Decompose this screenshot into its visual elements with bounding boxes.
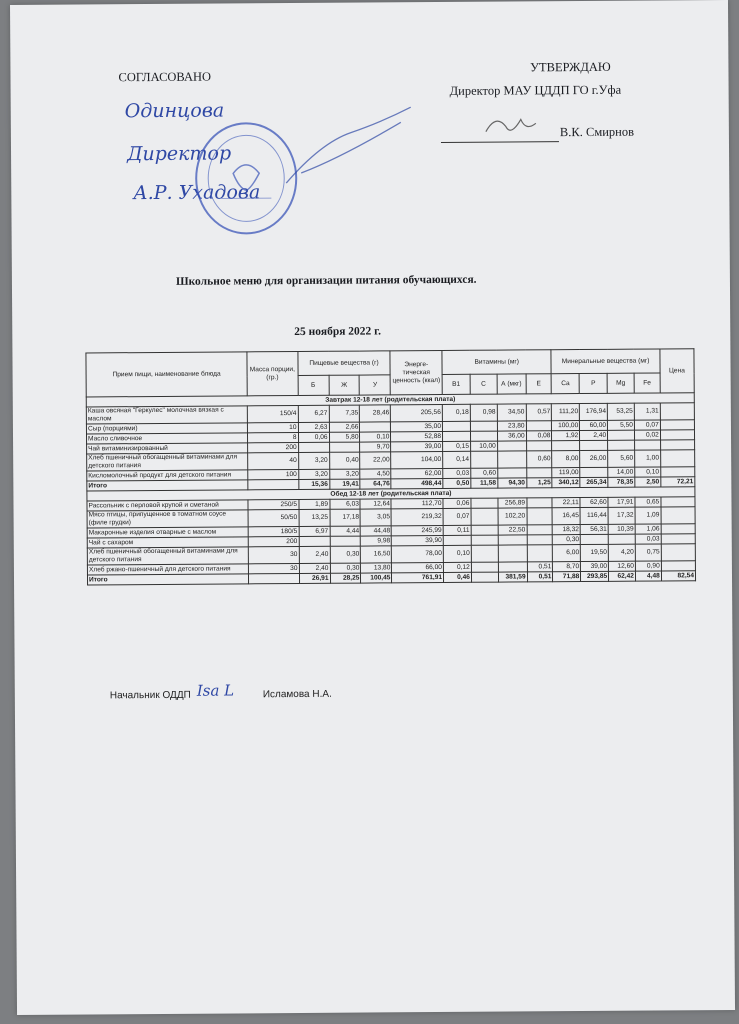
table-cell: 2,63	[298, 422, 329, 432]
table-cell: 4,44	[330, 526, 361, 536]
total-cell: 340,12	[552, 478, 580, 488]
table-cell: 9,70	[360, 442, 391, 452]
section-title: Обед 12-18 лет (родительская плата)	[87, 487, 695, 501]
total-cell: 4,48	[635, 571, 661, 581]
total-label: Итого	[87, 480, 248, 491]
header-vitamins: Витамины (мг)	[442, 350, 552, 375]
table-cell: 50/50	[248, 509, 299, 526]
table-cell: 0,06	[298, 432, 329, 442]
table-cell	[527, 535, 553, 545]
dish-name: Хлеб пшеничный обогащенный витаминами для детского питания	[87, 453, 248, 471]
table-cell: 1,92	[552, 431, 580, 441]
table-cell	[527, 508, 553, 525]
table-cell: 0,06	[443, 498, 471, 508]
table-cell	[661, 534, 695, 544]
table-cell: 2,40	[580, 430, 608, 440]
approve-heading: УТВЕРЖДАЮ	[530, 59, 611, 75]
director-signature-line	[441, 141, 559, 143]
agreed-signature-line-3: А.Р. Ухадова	[133, 181, 261, 205]
total-cell: 94,30	[498, 478, 527, 488]
total-cell: 15,36	[298, 479, 329, 489]
table-cell	[360, 422, 391, 432]
total-cell: 11,58	[471, 478, 498, 488]
table-cell	[660, 450, 694, 467]
table-cell: 62,00	[391, 468, 443, 478]
table-cell	[580, 467, 608, 477]
table-cell: 17,18	[330, 509, 361, 526]
table-cell: 34,50	[497, 404, 526, 421]
table-cell: 119,00	[552, 468, 580, 478]
table-cell	[497, 468, 526, 478]
table-cell: 205,56	[391, 404, 443, 421]
table-cell: 8	[247, 432, 298, 442]
table-cell: 36,00	[497, 431, 526, 441]
header-sub: Е	[526, 374, 552, 394]
table-cell	[661, 561, 695, 571]
director-title: Директор МАУ ЦДДП ГО г.Уфа	[449, 82, 622, 98]
table-cell	[299, 536, 330, 546]
table-cell: 180/5	[248, 526, 299, 536]
table-cell: 0,98	[470, 404, 497, 421]
table-cell: 18,32	[553, 525, 581, 535]
total-cell: 62,42	[609, 571, 636, 581]
table-cell: 100	[248, 469, 299, 479]
total-cell: 2,50	[635, 477, 661, 487]
table-cell: 56,31	[580, 524, 608, 534]
table-cell: 0,60	[526, 451, 552, 468]
table-cell: 5,50	[608, 420, 635, 430]
table-cell: 3,20	[329, 469, 360, 479]
table-cell	[470, 421, 497, 431]
table-cell: 35,00	[391, 421, 443, 431]
total-cell	[471, 572, 498, 582]
document-title: Школьное меню для организации питания обучающихся.	[175, 273, 477, 288]
table-cell: 39,90	[392, 535, 444, 545]
header-sub: P	[579, 373, 607, 393]
table-cell	[442, 421, 470, 431]
table-cell: 0,07	[443, 508, 471, 525]
table-cell	[660, 430, 694, 440]
total-cell: 293,85	[581, 571, 609, 581]
total-cell: 19,41	[329, 479, 360, 489]
table-cell: 17,32	[608, 507, 635, 524]
total-cell: 761,91	[392, 572, 444, 582]
table-cell: 17,91	[608, 497, 635, 507]
table-cell	[661, 467, 695, 477]
total-cell: 26,91	[299, 573, 330, 583]
menu-table	[85, 348, 696, 585]
table-cell	[608, 430, 635, 440]
table-cell: 1,09	[635, 507, 661, 524]
table-cell: 10,39	[608, 524, 635, 534]
table-cell: 12,60	[609, 561, 636, 571]
header-sub: Ж	[329, 375, 360, 395]
table-cell: 0,65	[635, 497, 661, 507]
director-name: В.К. Смирнов	[559, 124, 635, 140]
table-cell: 9,98	[361, 536, 392, 546]
dish-name: Сыр (порциями)	[86, 423, 247, 434]
table-cell: 62,60	[580, 497, 608, 507]
table-cell: 53,25	[607, 403, 634, 420]
menu-table-body	[86, 393, 695, 585]
total-cell	[248, 479, 299, 489]
table-cell: 0,14	[443, 451, 471, 468]
table-cell: 0,40	[329, 452, 360, 469]
total-cell: 0,51	[527, 572, 553, 582]
table-cell: 0,18	[442, 404, 470, 421]
footer-name: Исламова Н.А.	[262, 688, 332, 701]
total-cell: 72,21	[661, 477, 695, 487]
table-cell	[635, 440, 661, 450]
table-cell	[661, 497, 695, 507]
dish-name: Чай витаминизированный	[87, 443, 248, 454]
header-energy: Энерге-тическая ценность (ккал)	[390, 350, 442, 394]
table-cell: 6,97	[299, 526, 330, 536]
table-cell: 30	[248, 563, 299, 573]
table-cell: 2,66	[329, 422, 360, 432]
table-cell: 23,80	[497, 421, 526, 431]
table-cell	[498, 535, 527, 545]
table-cell: 6,27	[298, 405, 329, 422]
table-cell: 1,89	[299, 499, 330, 509]
total-cell: 28,25	[330, 573, 361, 583]
document-page	[10, 0, 735, 1015]
table-cell	[471, 498, 498, 508]
total-cell: 82,54	[661, 571, 695, 581]
table-cell	[660, 420, 694, 430]
table-cell: 14,00	[608, 467, 635, 477]
table-cell	[660, 440, 694, 450]
table-cell: 200	[248, 536, 299, 546]
table-cell	[497, 441, 526, 451]
table-cell: 0,15	[443, 441, 471, 451]
table-cell: 100,00	[552, 421, 580, 431]
table-cell	[471, 525, 498, 535]
agreed-heading: СОГЛАСОВАНО	[118, 69, 212, 85]
header-sub: Fe	[634, 373, 660, 393]
table-cell	[330, 536, 361, 546]
dish-name: Кисломолочный продукт для детского питания	[87, 470, 248, 481]
table-cell	[580, 440, 608, 450]
table-cell	[498, 545, 527, 562]
table-cell	[661, 524, 695, 534]
header-sub: В1	[442, 374, 470, 394]
table-cell: 60,00	[580, 420, 608, 430]
total-cell: 64,76	[360, 479, 391, 489]
table-cell: 16,50	[361, 546, 392, 563]
header-portion: Масса порции, (гр.)	[247, 352, 298, 396]
table-cell: 0,10	[443, 545, 471, 562]
header-meal: Прием пищи, наименование блюда	[86, 352, 247, 397]
table-cell: 245,99	[392, 525, 444, 535]
table-cell: 116,44	[580, 507, 608, 524]
table-cell	[298, 442, 329, 452]
table-cell: 1,00	[635, 450, 661, 467]
table-cell: 22,00	[360, 452, 391, 469]
table-cell: 176,94	[580, 403, 608, 420]
table-cell: 256,89	[498, 498, 527, 508]
total-cell: 498,44	[391, 478, 443, 488]
table-cell: 5,60	[608, 450, 635, 467]
table-cell: 10	[247, 422, 298, 432]
table-cell: 78,00	[392, 545, 444, 562]
table-cell: 6,03	[329, 499, 360, 509]
dish-name: Рассольник с перловой крупой и сметаной	[87, 500, 248, 511]
table-cell	[526, 421, 552, 431]
table-cell: 0,10	[635, 467, 661, 477]
table-cell: 3,05	[360, 509, 391, 526]
table-cell: 8,00	[552, 451, 580, 468]
table-cell	[471, 451, 498, 468]
table-cell: 0,30	[330, 563, 361, 573]
table-cell	[471, 545, 498, 562]
header-sub: Mg	[607, 373, 634, 393]
table-cell: 22,11	[552, 498, 580, 508]
table-cell: 0,03	[635, 534, 661, 544]
table-cell: 104,00	[391, 451, 443, 468]
dish-name: Макаронные изделия отварные с маслом	[87, 527, 248, 538]
table-cell	[608, 440, 635, 450]
total-cell: 1,25	[526, 478, 552, 488]
table-cell: 0,30	[330, 546, 361, 563]
table-cell: 0,60	[471, 468, 498, 478]
table-cell: 7,35	[329, 405, 360, 422]
table-cell: 0,51	[527, 562, 553, 572]
table-cell: 10,00	[470, 441, 497, 451]
table-cell	[471, 562, 498, 572]
table-cell	[470, 431, 497, 441]
header-sub: Б	[298, 375, 329, 395]
total-cell: 0,50	[443, 478, 471, 488]
agreed-signature-line-2: Директор	[126, 142, 232, 166]
table-cell	[527, 545, 553, 562]
total-cell: 265,34	[580, 477, 608, 487]
section-title: Завтрак 12-18 лет (родительская плата)	[86, 393, 694, 407]
table-cell: 4,50	[360, 469, 391, 479]
table-cell: 3,20	[298, 469, 329, 479]
table-cell: 3,20	[298, 452, 329, 469]
table-cell	[526, 441, 552, 451]
table-cell	[660, 403, 694, 420]
dish-name: Масло сливочное	[86, 433, 247, 444]
director-signature	[481, 111, 541, 141]
table-cell: 6,00	[553, 545, 581, 562]
table-cell: 0,10	[360, 432, 391, 442]
table-cell: 1,06	[635, 524, 661, 534]
table-cell: 0,03	[443, 468, 471, 478]
table-cell: 26,00	[580, 450, 608, 467]
table-cell: 39,00	[581, 561, 609, 571]
table-cell: 0,02	[634, 430, 660, 440]
table-cell	[471, 535, 498, 545]
table-cell: 200	[248, 442, 299, 452]
table-cell: 13,25	[299, 509, 330, 526]
header-price: Цена	[660, 349, 694, 393]
dish-name: Хлеб ржано-пшеничный для детского питания	[87, 564, 248, 575]
table-cell	[661, 544, 695, 561]
footer-position: Начальник ОДДП	[109, 689, 191, 702]
header-nutrients: Пищевые вещества (г)	[297, 351, 390, 376]
table-cell	[608, 534, 635, 544]
footer-signature: Isa L	[196, 681, 235, 700]
table-cell	[471, 508, 498, 525]
signature-scribble	[281, 102, 422, 193]
table-cell: 0,08	[526, 431, 552, 441]
table-cell: 0,07	[634, 420, 660, 430]
total-cell: 71,88	[553, 572, 581, 582]
table-cell: 28,46	[360, 405, 391, 422]
table-cell	[552, 441, 580, 451]
header-sub: А (мкг)	[497, 374, 526, 394]
document-date: 25 ноября 2022 г.	[294, 325, 382, 339]
table-cell: 112,70	[391, 498, 443, 508]
dish-name: Мясо птицы, припущенное в томатном соусе (филе грудки)	[87, 510, 248, 528]
total-cell: 78,35	[608, 477, 635, 487]
table-cell: 2,40	[299, 546, 330, 563]
table-cell: 150/4	[247, 406, 298, 423]
table-cell: 66,00	[392, 562, 444, 572]
total-cell: 100,45	[361, 573, 392, 583]
dish-name: Чай с сахаром	[87, 537, 248, 548]
table-cell: 52,88	[391, 431, 443, 441]
total-cell	[248, 573, 299, 583]
table-cell: 0,90	[635, 561, 661, 571]
header-sub: У	[360, 375, 391, 395]
table-cell	[526, 468, 552, 478]
header-minerals: Минеральные вещества (мг)	[551, 349, 660, 374]
table-cell: 111,20	[552, 404, 580, 421]
dish-name: Хлеб пшеничный обогащенный витаминами для детского питания	[87, 547, 248, 565]
table-cell: 13,80	[361, 563, 392, 573]
dish-name: Каша овсяная "Геркулес" молочная вязкая с маслом	[86, 406, 247, 424]
table-cell	[497, 451, 526, 468]
table-cell: 0,75	[635, 544, 661, 561]
table-cell: 0,11	[443, 525, 471, 535]
table-cell	[527, 525, 553, 535]
table-cell: 44,48	[361, 526, 392, 536]
agreed-signature-line-1: Одинцова	[124, 99, 225, 123]
table-cell: 22,50	[498, 525, 527, 535]
table-cell: 8,70	[553, 562, 581, 572]
table-cell: 0,57	[526, 404, 552, 421]
table-cell: 1,31	[634, 403, 660, 420]
table-cell: 40	[248, 452, 299, 469]
table-cell	[443, 431, 471, 441]
table-cell: 0,30	[553, 535, 581, 545]
table-cell: 30	[248, 546, 299, 563]
total-cell: 381,59	[498, 572, 527, 582]
table-cell	[661, 507, 695, 524]
total-cell: 0,46	[444, 572, 472, 582]
table-cell: 0,12	[443, 562, 471, 572]
table-cell: 39,00	[391, 441, 443, 451]
table-cell	[527, 498, 553, 508]
header-sub: С	[470, 374, 497, 394]
table-cell	[443, 535, 471, 545]
table-cell: 2,40	[299, 563, 330, 573]
table-cell	[329, 442, 360, 452]
total-label: Итого	[87, 574, 248, 585]
table-cell	[498, 562, 527, 572]
table-cell: 102,20	[498, 508, 527, 525]
table-cell: 250/5	[248, 499, 299, 509]
table-cell: 19,50	[581, 544, 609, 561]
table-cell	[580, 534, 608, 544]
header-sub: Ca	[552, 374, 580, 394]
table-cell: 16,45	[552, 508, 580, 525]
table-cell: 5,80	[329, 432, 360, 442]
table-cell: 219,32	[391, 508, 443, 525]
table-cell: 12,64	[360, 499, 391, 509]
table-cell: 4,20	[608, 544, 635, 561]
